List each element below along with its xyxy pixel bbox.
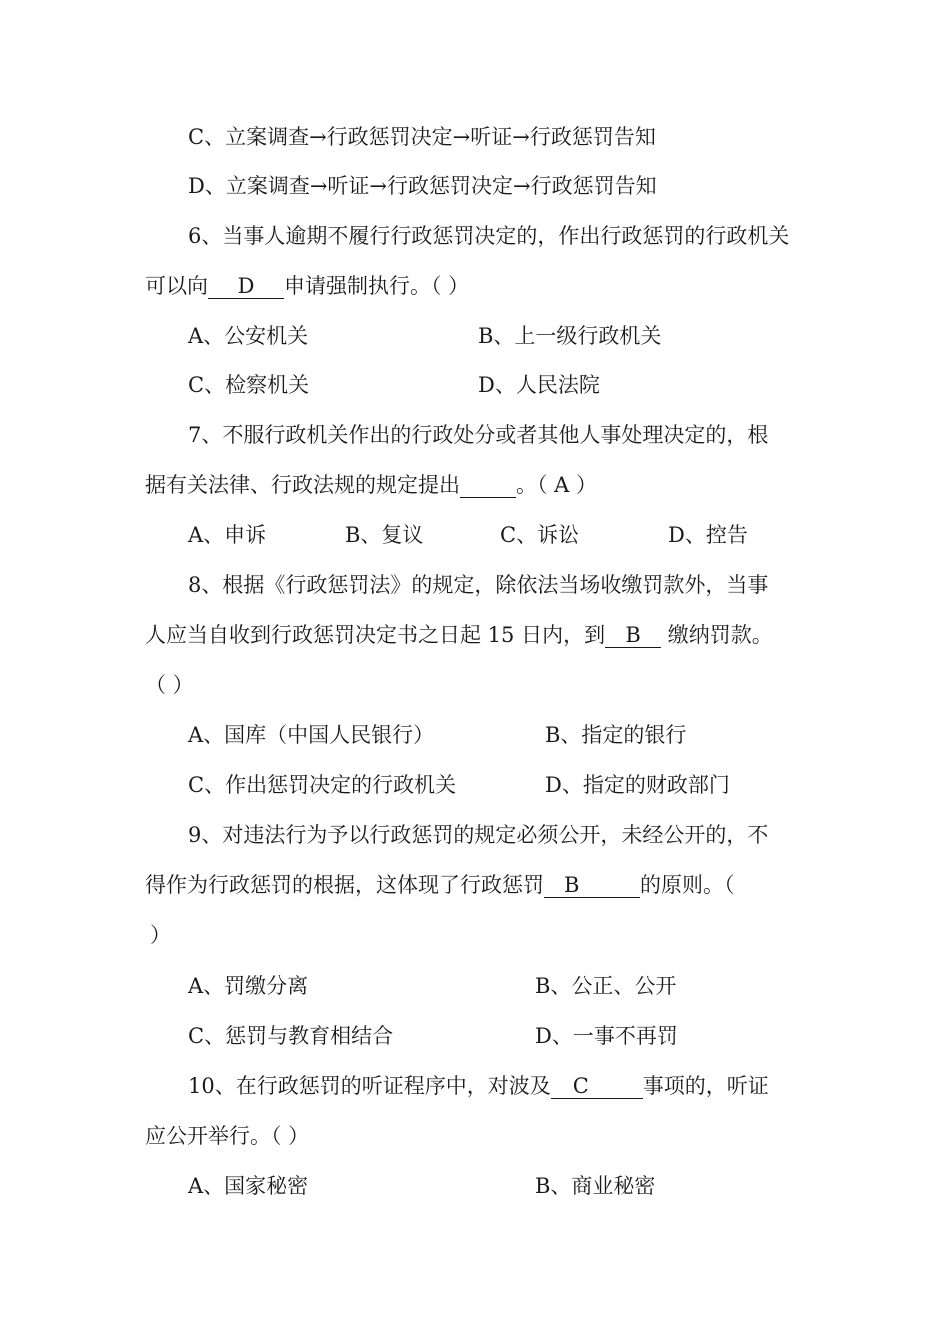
q8-stem-line2	[145, 620, 773, 650]
q6-option-b: B、上一级行政机关	[478, 324, 662, 348]
q7-answer-blank	[460, 473, 516, 498]
q7-stem-pre: 据有关法律、行政法规的规定提出	[145, 473, 460, 497]
q7-option-a: A、申诉	[188, 523, 267, 547]
q6-stem-line2	[145, 271, 469, 301]
q10-option-a: A、国家秘密	[188, 1174, 309, 1198]
q10-stem-line1	[188, 1071, 769, 1101]
q8-option-a: A、国库（中国人民银行）	[188, 723, 435, 747]
q7-stem-post: 。（ A ）	[516, 473, 598, 497]
q6-stem-line1: 6、当事人逾期不履行行政惩罚决定的，作出行政惩罚的行政机关	[188, 224, 790, 248]
q9-stem-post: 的原则。（	[640, 873, 735, 897]
q5-option-c: C、立案调查→行政惩罚决定→听证→行政惩罚告知	[188, 125, 656, 149]
q7-stem-line1: 7、不服行政机关作出的行政处分或者其他人事处理决定的，根	[188, 423, 769, 447]
q8-stem-line1: 8、根据《行政惩罚法》的规定，除依法当场收缴罚款外，当事	[188, 573, 769, 597]
q6-option-c: C、检察机关	[188, 373, 310, 397]
q8-option-b: B、指定的银行	[545, 723, 687, 747]
q9-answer-blank: B	[544, 873, 640, 898]
q10-option-b: B、商业秘密	[535, 1174, 656, 1198]
q9-option-d: D、一事不再罚	[535, 1024, 678, 1048]
q8-answer-blank: B	[605, 623, 661, 648]
q9-stem-line1: 9、对违法行为予以行政惩罚的规定必须公开，未经公开的，不	[188, 823, 769, 847]
q6-stem-post: 申请强制执行。（ ）	[284, 274, 470, 298]
q8-option-c: C、作出惩罚决定的行政机关	[188, 773, 457, 797]
q6-option-a: A、公安机关	[188, 324, 309, 348]
q5-option-d: D、立案调查→听证→行政惩罚决定→行政惩罚告知	[188, 174, 657, 198]
q10-stem-line2: 应公开举行。（ ）	[145, 1124, 310, 1148]
q6-option-d: D、人民法院	[478, 373, 600, 397]
q9-option-b: B、公正、公开	[535, 974, 677, 998]
q9-stem-line3: ）	[150, 923, 171, 947]
q9-stem-pre: 得作为行政惩罚的根据，这体现了行政惩罚	[145, 873, 544, 897]
q10-stem-pre: 10、在行政惩罚的听证程序中，对波及	[188, 1074, 551, 1098]
q8-stem-pre: 人应当自收到行政惩罚决定书之日起 15 日内，到	[145, 623, 606, 647]
q6-stem-pre: 可以向	[145, 274, 208, 298]
q8-option-d: D、指定的财政部门	[545, 773, 730, 797]
q8-stem-post: 缴纳罚款。	[661, 623, 773, 647]
q6-answer-blank: D	[208, 274, 284, 299]
q7-option-c: C、诉讼	[500, 523, 580, 547]
q10-answer-blank: C	[551, 1074, 643, 1099]
q9-stem-line2	[145, 870, 735, 900]
q10-stem-post: 事项的，听证	[642, 1074, 769, 1098]
q7-option-d: D、控告	[668, 523, 748, 547]
q7-option-b: B、复议	[345, 523, 424, 547]
q7-stem-line2	[145, 470, 597, 500]
q8-stem-line3: （ ）	[145, 673, 194, 697]
q9-option-c: C、惩罚与教育相结合	[188, 1024, 394, 1048]
q9-option-a: A、罚缴分离	[188, 974, 309, 998]
